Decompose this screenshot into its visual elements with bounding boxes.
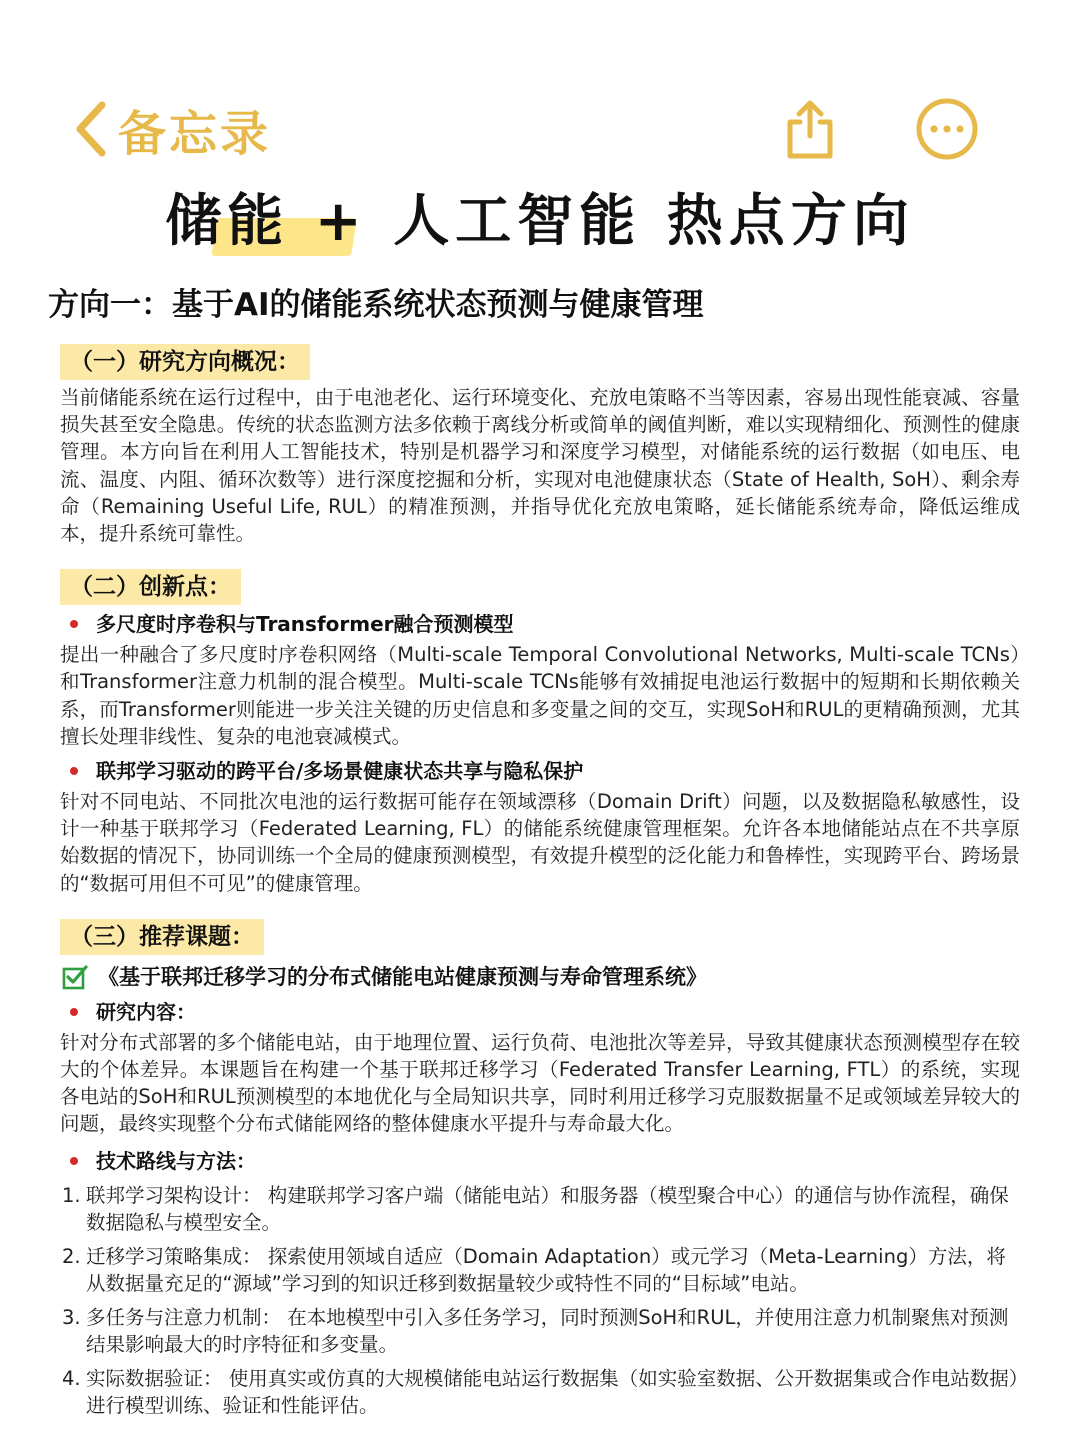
share-icon bbox=[780, 96, 840, 162]
topic-content-text: 针对分布式部署的多个储能电站，由于地理位置、运行负荷、电池批次等差异，导致其健康状态预测模型存在较大的个体差异。本课题旨在构建一个基于联邦迁移学习（Federated Transfer Learning, FTL）的系统，实现各电站的SoH和RUL预测模型的本地优化与全局知识共享，同时利用迁移学习克服数据量不足或领域差异较大的问题，最终实现整个分布式储能网络的整体健康水平提升与寿命最大化。 bbox=[60, 1030, 1020, 1136]
direction-heading: 方向一：基于AI的储能系统状态预测与健康管理 bbox=[48, 287, 704, 323]
list-item bbox=[62, 1243, 1022, 1298]
innovation-item-title bbox=[70, 607, 1080, 641]
list-text: 多任务与注意力机制： 在本地模型中引入多任务学习，同时预测SoH和RUL，并使用注意力机制聚焦对预测结果影响最大的时序特征和多变量。 bbox=[86, 1305, 1009, 1357]
title-container bbox=[0, 184, 1080, 260]
chevron-left-icon bbox=[72, 101, 108, 157]
bullet-dot-icon bbox=[70, 1157, 78, 1165]
more-icon bbox=[914, 96, 980, 162]
note-content bbox=[0, 282, 1080, 1420]
back-button[interactable] bbox=[72, 96, 271, 162]
innovation-2-title: 联邦学习驱动的跨平台/多场景健康状态共享与隐私保护 bbox=[96, 759, 584, 784]
share-button[interactable] bbox=[780, 96, 840, 162]
section-overview-label: （一）研究方向概况： bbox=[60, 344, 310, 380]
content-label-row bbox=[70, 995, 1080, 1029]
list-text: 实际数据验证： 使用真实或仿真的大规模储能电站运行数据集（如实验室数据、公开数据集或合作电站数据）进行模型训练、验证和性能评估。 bbox=[86, 1366, 1019, 1418]
innovation-item-title bbox=[70, 754, 1080, 788]
back-label: 备忘录 bbox=[118, 105, 272, 162]
innovation-1-text: 提出一种融合了多尺度时序卷积网络（Multi-scale Temporal Convolutional Networks, Multi-scale TCNs）和Transformer注意力机制的混合模型。Multi-scale TCNs能够有效捕捉电池运行数据中的短期和长期依赖关系，而Transformer则能进一步关注关键的历史信息和多变量之间的交互，实现SoH和RUL的更精确预测，尤其擅长处理非线性、复杂的电池衰减模式。 bbox=[60, 643, 1020, 748]
list-number: 3. bbox=[62, 1305, 81, 1329]
list-number: 2. bbox=[62, 1244, 81, 1268]
innovation-2-text: 针对不同电站、不同批次电池的运行数据可能存在领域漂移（Domain Drift）问题，以及数据隐私敏感性，设计一种基于联邦学习（Federated Learning, FL）的储能系统健康管理框架。允许各本地储能站点在不共享原始数据的情况下，协同训练一个全局的健康预测模型，有效提升模型的泛化能力和鲁棒性，实现跨平台、跨场景的“数据可用但不可见”的健康管理。 bbox=[60, 790, 1020, 895]
bullet-dot-icon bbox=[70, 1008, 78, 1016]
list-item bbox=[62, 1304, 1022, 1359]
list-item bbox=[62, 1182, 1022, 1237]
list-text: 联邦学习架构设计： 构建联邦学习客户端（储能电站）和服务器（模型聚合中心）的通信与协作流程，确保数据隐私与模型安全。 bbox=[86, 1183, 1009, 1235]
list-item bbox=[62, 1365, 1022, 1420]
topic-title: 《基于联邦迁移学习的分布式储能电站健康预测与寿命管理系统》 bbox=[98, 964, 707, 989]
topic-title-row bbox=[62, 959, 1080, 995]
checkbox-checked-icon bbox=[62, 964, 88, 990]
overview-text: 当前储能系统在运行过程中，由于电池老化、运行环境变化、充放电策略不当等因素，容易出现性能衰减、容量损失甚至安全隐患。传统的状态监测方法多依赖于离线分析或简单的阈值判断，难以实现精细化、预测性的健康管理。本方向旨在利用人工智能技术，特别是机器学习和深度学习模型，对储能系统的运行数据（如电压、电流、温度、内阻、循环次数等）进行深度挖掘和分析，实现对电池健康状态（State of Health, SoH）、剩余寿命（Remaining Useful Life, RUL）的精准预测，并指导优化充放电策略，延长储能系统寿命，降低运维成本，提升系统可靠性。 bbox=[60, 386, 1020, 546]
content-label: 研究内容： bbox=[96, 999, 196, 1024]
nav-bar bbox=[0, 0, 1080, 175]
section-topic-label: （三）推荐课题： bbox=[60, 919, 264, 955]
list-number: 1. bbox=[62, 1183, 81, 1207]
list-text: 迁移学习策略集成： 探索使用领域自适应（Domain Adaptation）或元学习（Meta-Learning）方法，将从数据量充足的“源域”学习到的知识迁移到数据量较少或特性不同的“目标域”电站。 bbox=[86, 1244, 1006, 1296]
more-button[interactable] bbox=[914, 96, 980, 162]
innovation-1-title: 多尺度时序卷积与Transformer融合预测模型 bbox=[96, 612, 514, 637]
page-title: 储能 + 人工智能 热点方向 bbox=[165, 189, 915, 254]
method-label: 技术路线与方法： bbox=[96, 1148, 256, 1173]
bullet-dot-icon bbox=[70, 767, 78, 775]
section-innovation-label: （二）创新点： bbox=[60, 569, 241, 605]
list-number: 4. bbox=[62, 1366, 81, 1390]
method-label-row bbox=[70, 1144, 1080, 1178]
bullet-dot-icon bbox=[70, 620, 78, 628]
